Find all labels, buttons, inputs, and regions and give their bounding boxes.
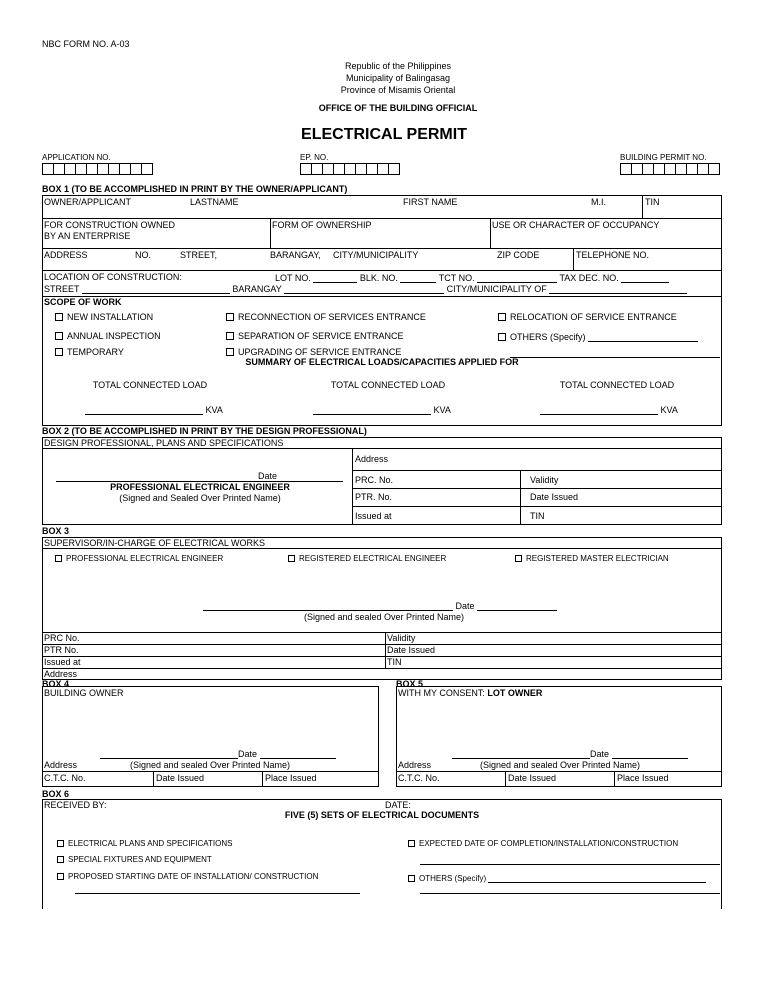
tin-label: TIN bbox=[645, 197, 660, 207]
ctc-label: C.T.C. No. bbox=[398, 773, 440, 783]
application-no-label: APPLICATION NO. bbox=[42, 153, 111, 162]
ptr-label: PTR. No. bbox=[355, 492, 393, 502]
option-label: TEMPORARY bbox=[67, 347, 124, 357]
checkbox-icon[interactable] bbox=[226, 332, 234, 340]
blk-input[interactable] bbox=[400, 273, 436, 283]
option-label: ELECTRICAL PLANS AND SPECIFICATIONS bbox=[68, 839, 233, 848]
box1-title: BOX 1 (TO BE ACCOMPLISHED IN PRINT BY THE OWNER/APPLICANT) bbox=[42, 184, 348, 194]
checkbox-icon[interactable] bbox=[57, 873, 64, 880]
checkbox-icon[interactable] bbox=[226, 313, 234, 321]
ptr-label: PTR No. bbox=[44, 645, 79, 655]
signature-caption: (Signed and sealed Over Printed Name) bbox=[479, 760, 641, 770]
document-option[interactable] bbox=[408, 873, 706, 883]
signature-caption: (Signed and Sealed Over Printed Name) bbox=[119, 493, 281, 503]
lot-owner-label: LOT OWNER bbox=[487, 688, 543, 698]
signature-caption: (Signed and sealed Over Printed Name) bbox=[129, 760, 291, 770]
document-option[interactable] bbox=[408, 840, 678, 848]
lot-input[interactable] bbox=[313, 273, 357, 283]
others-input[interactable] bbox=[488, 873, 706, 883]
issued-at-label: Issued at bbox=[355, 511, 392, 521]
supervisor-option[interactable] bbox=[288, 555, 446, 563]
checkbox-icon[interactable] bbox=[55, 555, 62, 562]
occupancy-label: USE OR CHARACTER OF OCCUPANCY bbox=[492, 220, 660, 230]
owner-label: OWNER/APPLICANT bbox=[44, 197, 132, 207]
date-input[interactable] bbox=[477, 601, 557, 611]
date-issued-label: Date Issued bbox=[530, 492, 579, 502]
box4-title: BOX 4 bbox=[42, 679, 70, 689]
scope-option[interactable] bbox=[226, 332, 404, 341]
scope-option[interactable] bbox=[498, 332, 698, 342]
loc-city-label: CITY/MUNICIPALITY OF bbox=[446, 284, 547, 294]
no-label: NO. bbox=[135, 250, 152, 260]
box6-title: BOX 6 bbox=[42, 789, 70, 799]
signature-line[interactable] bbox=[203, 601, 453, 611]
date-label: Date bbox=[455, 601, 475, 611]
place-issued-label: Place Issued bbox=[617, 773, 669, 783]
enterprise-label: BY AN ENTERPRISE bbox=[44, 231, 131, 241]
loc-barangay-input[interactable] bbox=[284, 284, 444, 294]
option-label: ANNUAL INSPECTION bbox=[67, 331, 161, 341]
page-title: ELECTRICAL PERMIT bbox=[301, 126, 467, 143]
date-issued-label: Date Issued bbox=[387, 645, 436, 655]
zip-label: ZIP CODE bbox=[497, 250, 540, 260]
application-no-input[interactable] bbox=[42, 163, 152, 175]
box2-title: BOX 2 (TO BE ACCOMPLISHED IN PRINT BY THE DESIGN PROFESSIONAL) bbox=[42, 426, 367, 436]
taxdec-label: TAX DEC. NO. bbox=[559, 273, 619, 283]
address-label: Address bbox=[44, 761, 83, 770]
form-number: NBC FORM NO. A-03 bbox=[42, 39, 130, 49]
option-label: OTHERS (Specify) bbox=[510, 332, 586, 342]
place-issued-label: Place Issued bbox=[265, 773, 317, 783]
taxdec-input[interactable] bbox=[621, 273, 669, 283]
header-line: Municipality of Balingasag bbox=[345, 73, 451, 83]
signature-line[interactable] bbox=[452, 749, 590, 759]
date-label: Date bbox=[590, 749, 610, 759]
checkbox-icon[interactable] bbox=[55, 313, 63, 321]
ownership-label: FORM OF OWNERSHIP bbox=[272, 220, 372, 230]
summary-heading: SUMMARY OF ELECTRICAL LOADS/CAPACITIES APPLIED FOR bbox=[245, 357, 519, 367]
checkbox-icon[interactable] bbox=[515, 555, 522, 562]
telephone-label: TELEPHONE NO. bbox=[576, 250, 650, 260]
date-input[interactable] bbox=[260, 749, 336, 759]
barangay-label: BARANGAY, bbox=[270, 250, 321, 260]
scope-option[interactable] bbox=[55, 313, 153, 322]
consent-label: WITH MY CONSENT: bbox=[398, 688, 485, 698]
sets-heading: FIVE (5) SETS OF ELECTRICAL DOCUMENTS bbox=[284, 810, 480, 820]
box4-header: BUILDING OWNER bbox=[44, 688, 124, 698]
office-heading: OFFICE OF THE BUILDING OFFICIAL bbox=[318, 103, 478, 113]
address-label: Address bbox=[355, 454, 389, 464]
street-label: STREET, bbox=[180, 250, 218, 260]
address-label: ADDRESS bbox=[44, 250, 88, 260]
ep-no-input[interactable] bbox=[300, 163, 399, 175]
lot-label: LOT NO. bbox=[275, 273, 311, 283]
date-input[interactable] bbox=[612, 749, 688, 759]
signature-line[interactable] bbox=[100, 749, 238, 759]
enterprise-label: FOR CONSTRUCTION OWNED bbox=[44, 220, 175, 230]
tct-input[interactable] bbox=[477, 273, 557, 283]
scope-option[interactable] bbox=[226, 348, 401, 357]
tct-label: TCT NO. bbox=[438, 273, 475, 283]
firstname-label: FIRST NAME bbox=[403, 197, 458, 207]
date-label: DATE: bbox=[385, 800, 411, 810]
checkbox-icon[interactable] bbox=[57, 856, 64, 863]
option-label: UPGRADING OF SERVICE ENTRANCE bbox=[238, 347, 402, 357]
date-issued-label: Date Issued bbox=[508, 773, 557, 783]
location-label: LOCATION OF CONSTRUCTION: bbox=[44, 272, 182, 282]
loc-city-input[interactable] bbox=[549, 284, 687, 294]
option-label: PROPOSED STARTING DATE OF INSTALLATION/ CONSTRUCTION bbox=[68, 872, 319, 881]
checkbox-icon[interactable] bbox=[55, 348, 63, 356]
load-input[interactable] bbox=[85, 405, 203, 415]
prc-label: PRC. No. bbox=[355, 475, 394, 485]
load-label: TOTAL CONNECTED LOAD bbox=[559, 380, 675, 390]
header-line: Province of Misamis Oriental bbox=[340, 85, 456, 95]
lastname-label: LASTNAME bbox=[190, 197, 239, 207]
option-label: REGISTERED ELECTRICAL ENGINEER bbox=[299, 554, 447, 563]
scope-option[interactable] bbox=[55, 332, 161, 341]
date-label: Date bbox=[238, 749, 258, 759]
scope-option[interactable] bbox=[55, 348, 124, 357]
load-input[interactable] bbox=[540, 405, 658, 415]
document-option[interactable] bbox=[57, 856, 212, 864]
option-label: REGISTERED MASTER ELECTRICIAN bbox=[526, 554, 669, 563]
address-label: Address bbox=[398, 761, 437, 770]
option-label: RELOCATION OF SERVICE ENTRANCE bbox=[510, 312, 677, 322]
building-permit-no-input[interactable] bbox=[620, 163, 719, 175]
load-label: TOTAL CONNECTED LOAD bbox=[92, 380, 208, 390]
kva-label: KVA bbox=[433, 405, 451, 415]
document-option[interactable] bbox=[57, 873, 318, 881]
loc-street-input[interactable] bbox=[82, 284, 230, 294]
checkbox-icon[interactable] bbox=[498, 333, 506, 341]
checkbox-icon[interactable] bbox=[498, 313, 506, 321]
date-issued-label: Date Issued bbox=[156, 773, 205, 783]
date-label: Date bbox=[258, 471, 278, 481]
mi-label: M.I. bbox=[591, 197, 606, 207]
box3-header: SUPERVISOR/IN-CHARGE OF ELECTRICAL WORKS bbox=[44, 538, 266, 548]
tin-label: TIN bbox=[387, 657, 402, 667]
validity-label: Validity bbox=[530, 475, 559, 485]
kva-label: KVA bbox=[660, 405, 678, 415]
role-label: PROFESSIONAL ELECTRICAL ENGINEER bbox=[110, 482, 290, 492]
option-label: PROFESSIONAL ELECTRICAL ENGINEER bbox=[66, 554, 224, 563]
option-label: OTHERS (Specify) bbox=[419, 874, 487, 883]
validity-label: Validity bbox=[387, 633, 416, 643]
checkbox-icon[interactable] bbox=[55, 332, 63, 340]
option-label: SEPARATION OF SERVICE ENTRANCE bbox=[238, 331, 404, 341]
checkbox-icon[interactable] bbox=[408, 875, 415, 882]
supervisor-option[interactable] bbox=[55, 555, 223, 563]
document-option[interactable] bbox=[57, 840, 232, 848]
issued-at-label: Issued at bbox=[44, 657, 81, 667]
option-label: RECONNECTION OF SERVICES ENTRANCE bbox=[238, 312, 426, 322]
checkbox-icon[interactable] bbox=[288, 555, 295, 562]
option-label: NEW INSTALLATION bbox=[67, 312, 154, 322]
loc-barangay-label: BARANGAY bbox=[232, 284, 282, 294]
scope-option[interactable] bbox=[226, 313, 426, 322]
header-line: Republic of the Philippines bbox=[344, 61, 452, 71]
received-by-label: RECEIVED BY: bbox=[44, 800, 107, 810]
option-label: SPECIAL FIXTURES AND EQUIPMENT bbox=[68, 855, 212, 864]
prc-label: PRC No. bbox=[44, 633, 80, 643]
city-label: CITY/MUNICIPALITY bbox=[333, 250, 419, 260]
address-label: Address bbox=[44, 669, 78, 679]
tin-label: TIN bbox=[530, 511, 545, 521]
signature-caption: (Signed and sealed Over Printed Name) bbox=[303, 612, 465, 622]
load-label: TOTAL CONNECTED LOAD bbox=[330, 380, 446, 390]
kva-label: KVA bbox=[205, 405, 223, 415]
scope-heading: SCOPE OF WORK bbox=[44, 297, 122, 307]
box5-title: BOX 5 bbox=[396, 679, 424, 689]
option-label: EXPECTED DATE OF COMPLETION/INSTALLATION/CONSTRUCTION bbox=[419, 839, 679, 848]
scope-option[interactable] bbox=[498, 313, 677, 322]
supervisor-option[interactable] bbox=[515, 555, 669, 563]
checkbox-icon[interactable] bbox=[57, 840, 64, 847]
loc-street-label: STREET bbox=[44, 284, 80, 294]
box2-header: DESIGN PROFESSIONAL, PLANS AND SPECIFICATIONS bbox=[44, 438, 284, 448]
ctc-label: C.T.C. No. bbox=[44, 773, 86, 783]
blk-label: BLK. NO. bbox=[359, 273, 398, 283]
building-permit-no-label: BUILDING PERMIT NO. bbox=[620, 153, 707, 162]
box3-title: BOX 3 bbox=[42, 526, 70, 536]
checkbox-icon[interactable] bbox=[226, 348, 234, 356]
checkbox-icon[interactable] bbox=[408, 840, 415, 847]
others-input[interactable] bbox=[588, 332, 698, 342]
load-input[interactable] bbox=[313, 405, 431, 415]
ep-no-label: EP. NO. bbox=[300, 153, 329, 162]
